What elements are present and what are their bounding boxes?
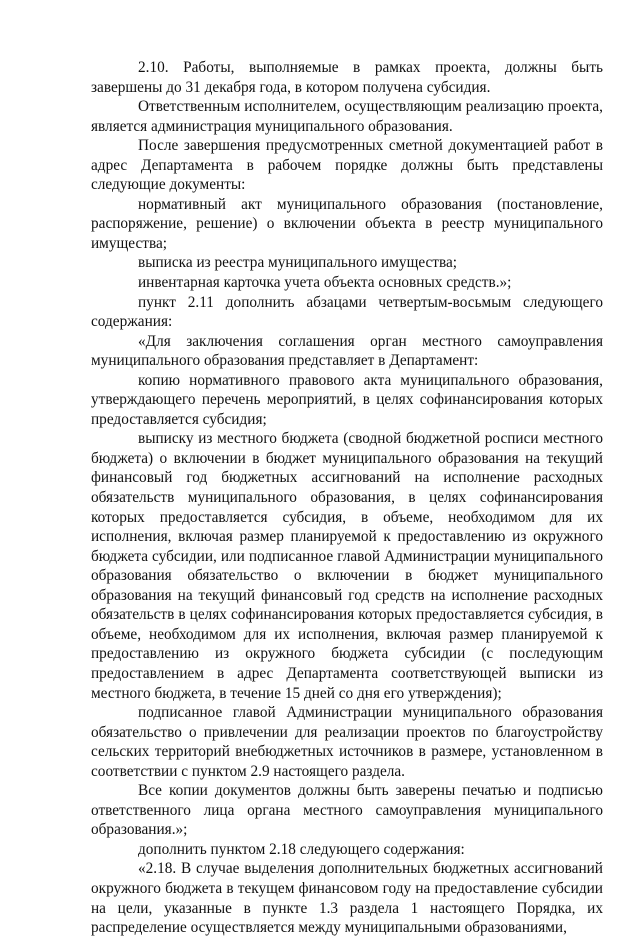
paragraph-registry-extract: выписка из реестра муниципального имущества; [138,254,458,272]
paragraph-normative-copy: копию нормативного правового акта муниципального образования, утверждающего перечень мероприятий, в целях софинансирования которых предоставляется субсидия; [91,371,603,428]
paragraph-2-10: 2.10. Работы, выполняемые в рамках проекта, должны быть завершены до 31 декабря года, в котором получена субсидия. [91,59,603,96]
paragraph-after-completion: После завершения предусмотренных сметной документацией работ в адрес Департамента в рабочем порядке должны быть представлены следующие документы: [91,137,603,194]
paragraph-inventory-card: инвентарная карточка учета объекта основных средств.»; [138,274,512,292]
paragraph-extrabudgetary-obligation: подписанное главой Администрации муниципального образования обязательство о привлечении для реализации проектов по благоустройству сельских территорий внебюджетных источников в размере, установленном в соответствии с пунктом 2.9 настоящего раздела. [91,704,603,780]
paragraph-2-11-amend: пункт 2.11 дополнить абзацами четвертым-восьмым следующего содержания: [91,293,603,331]
paragraph-budget-extract: выписку из местного бюджета (сводной бюджетной росписи местного бюджета) о включении в бюджет муниципального образования на текущий финансовый год бюджетных ассигнований на исполнение расходных обязательств муниципального образования, в целях софинансирования которых предоставляется субсидия, в объеме, необходимом для их исполнения, включая размер планируемой к предоставлению из окружного бюджета субсидии, или подписанное главой Администрации муниципального образования обязательство о включении в бюджет муниципального образования на текущий финансовый год средств на исполнение расходных обязательств в целях софинансирования которых предоставляется субсидия, в объеме, необходимом для их исполнения, включая размер планируемой к предоставлению из окружного бюджета субсидии (с последующим предоставлением в адрес Департамента соответствующей выписки из местного бюджета, в течение 15 дней со дня его утверждения); [91,430,603,702]
paragraph-add-2-18: дополнить пунктом 2.18 следующего содержания: [138,840,465,858]
paragraph-agreement-documents: «Для заключения соглашения орган местного самоуправления муниципального образования представляет в Департамент: [91,332,603,370]
paragraph-responsible-executor: Ответственным исполнителем, осуществляющим реализацию проекта, является администрация муниципального образования. [91,98,603,135]
paragraph-copies-certified: Все копии документов должны быть заверены печатью и подписью ответственного лица органа местного самоуправления муниципального образования.»; [91,782,603,839]
paragraph-2-18: «2.18. В случае выделения дополнительных бюджетных ассигнований окружного бюджета в текущем финансовом году на предоставление субсидии на цели, указанные в пункте 1.3 раздела 1 настоящего Порядка, их распределение осуществляется между муниципальными образованиями, [91,860,603,937]
document-page [91,58,603,938]
paragraph-normative-act: нормативный акт муниципального образования (постановление, распоряжение, решение) о включении объекта в реестр муниципального имущества; [91,195,603,252]
